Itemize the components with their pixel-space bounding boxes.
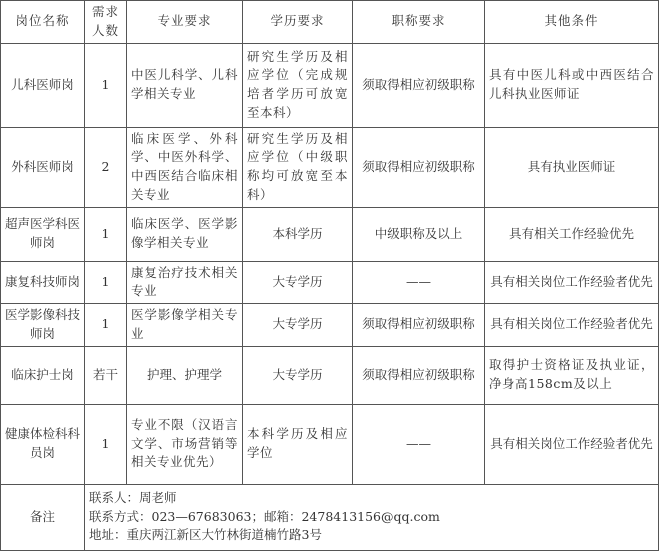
cell-count: 1 [85,43,127,127]
cell-education: 大专学历 [243,346,353,404]
header-major: 专业要求 [127,1,243,44]
cell-count: 若干 [85,346,127,404]
remarks-content [85,484,659,550]
cell-title: 须取得相应初级职称 [353,127,485,207]
cell-education: 研究生学历及相应学位（完成规培者学历可放宽至本科） [243,43,353,127]
cell-position: 健康体检科科员岗 [1,404,85,484]
cell-position: 临床护士岗 [1,346,85,404]
cell-title: 中级职称及以上 [353,207,485,261]
cell-count: 1 [85,304,127,347]
cell-major: 中医儿科学、儿科学相关专业 [127,43,243,127]
cell-count: 1 [85,261,127,304]
header-title: 职称要求 [353,1,485,44]
cell-position: 外科医师岗 [1,127,85,207]
cell-education: 大专学历 [243,304,353,347]
cell-count: 1 [85,207,127,261]
cell-other: 具有执业医师证 [485,127,659,207]
cell-position: 超声医学科医师岗 [1,207,85,261]
contact-phone-email: 联系方式：023—67683063；邮箱：2478413156@qq.com [89,508,440,524]
cell-major: 护理、护理学 [127,346,243,404]
table-row [1,127,659,207]
cell-major: 专业不限（汉语言文学、市场营销等相关专业优先） [127,404,243,484]
cell-position: 康复科技师岗 [1,261,85,304]
cell-other: 具有相关岗位工作经验者优先 [485,261,659,304]
cell-major: 医学影像学相关专业 [127,304,243,347]
cell-title: 须取得相应初级职称 [353,346,485,404]
header-other: 其他条件 [485,1,659,44]
remarks-label: 备注 [1,484,85,550]
table-row [1,346,659,404]
cell-other: 具有相关岗位工作经验者优先 [485,404,659,484]
cell-count: 1 [85,404,127,484]
cell-other: 具有相关岗位工作经验者优先 [485,304,659,347]
cell-position: 医学影像科技师岗 [1,304,85,347]
cell-other: 取得护士资格证及执业证，净身高158cm及以上 [485,346,659,404]
contact-address: 地址：重庆两江新区大竹林街道楠竹路3号 [89,527,322,543]
cell-other: 具有中医儿科或中西医结合儿科执业医师证 [485,43,659,127]
cell-title: 须取得相应初级职称 [353,43,485,127]
cell-major: 临床医学、医学影像学相关专业 [127,207,243,261]
table-row [1,404,659,484]
cell-other: 具有相关工作经验优先 [485,207,659,261]
table-row [1,207,659,261]
table-row [1,261,659,304]
cell-title: 须取得相应初级职称 [353,304,485,347]
cell-title: —— [353,261,485,304]
cell-major: 康复治疗技术相关专业 [127,261,243,304]
header-position: 岗位名称 [1,1,85,44]
contact-person: 联系人：周老师 [89,489,177,505]
cell-education: 大专学历 [243,261,353,304]
cell-title: —— [353,404,485,484]
header-count: 需求人数 [85,1,127,44]
table-row [1,304,659,347]
table-row [1,43,659,127]
header-education: 学历要求 [243,1,353,44]
cell-major: 临床医学、外科学、中医外科学、中西医结合临床相关专业 [127,127,243,207]
cell-position: 儿科医师岗 [1,43,85,127]
remarks-row [1,484,659,550]
cell-education: 本科学历 [243,207,353,261]
cell-count: 2 [85,127,127,207]
cell-education: 研究生学历及相应学位（中级职称均可放宽至本科） [243,127,353,207]
cell-education: 本科学历及相应学位 [243,404,353,484]
header-row [1,1,659,44]
